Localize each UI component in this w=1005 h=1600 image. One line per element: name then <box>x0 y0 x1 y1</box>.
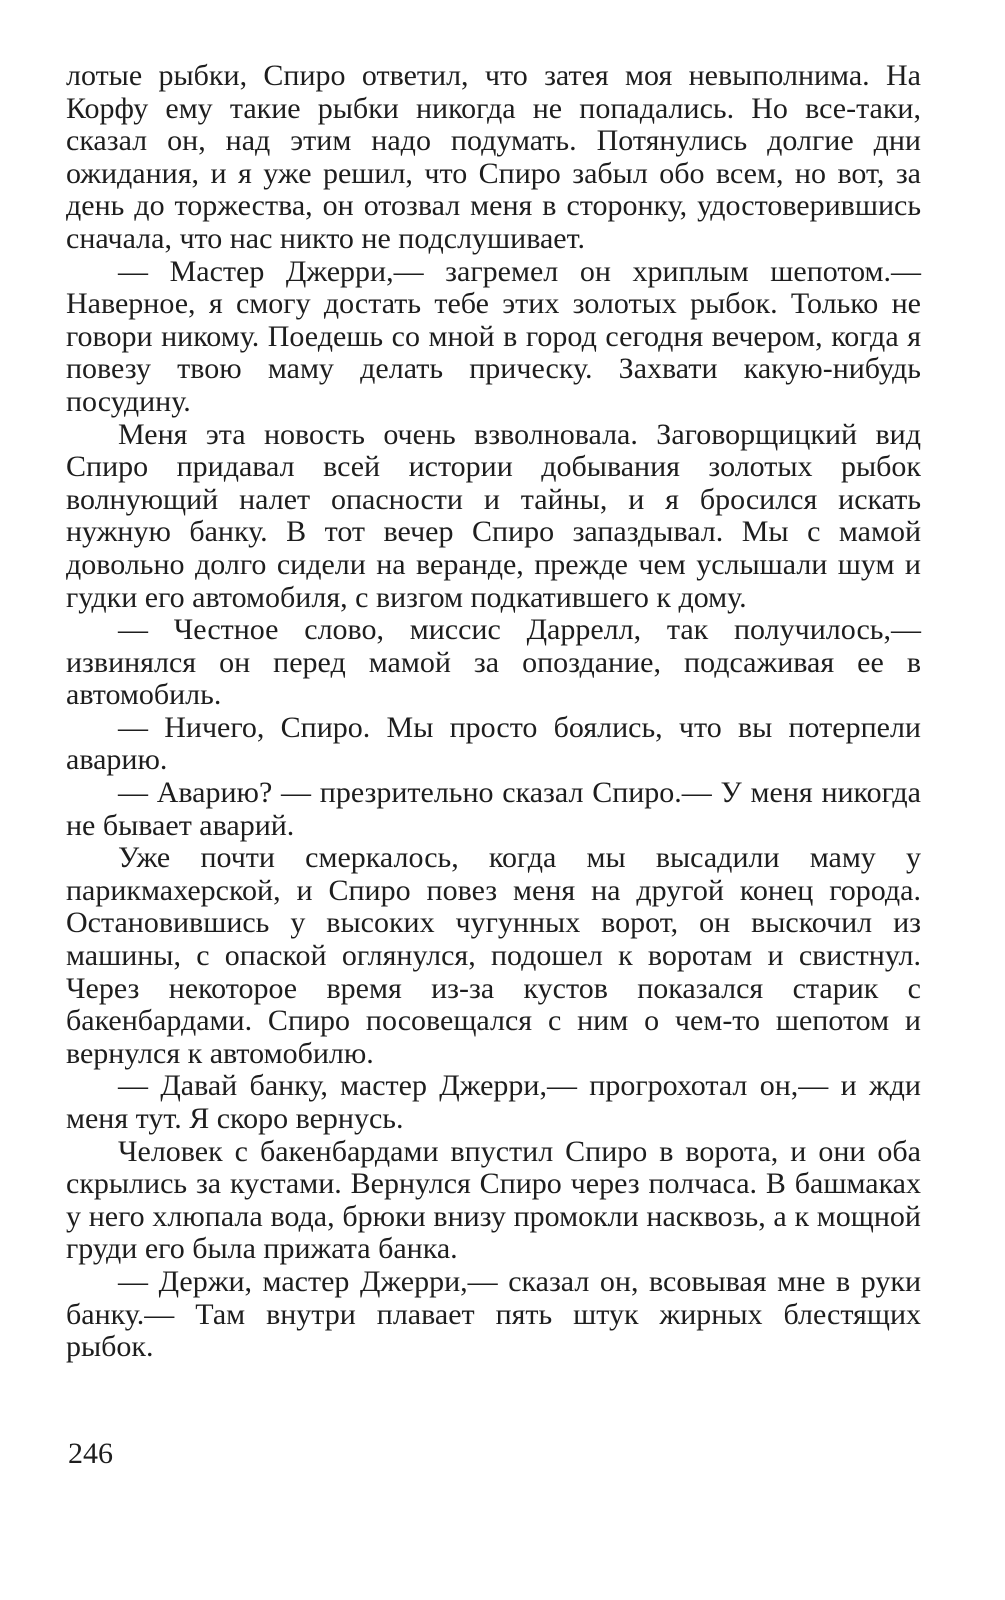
paragraph-8: — Давай банку, мастер Джерри,— прогрохотал он,— и жди меня тут. Я скоро вернусь. <box>66 1069 921 1135</box>
page-number: 246 <box>68 1437 113 1470</box>
paragraph-2: — Мастер Джерри,— загремел он хриплым шепотом.— Наверное, я смогу достать тебе этих золотых рыбок. Только не говори никому. Поедешь со мной в город сегодня вечером, когда я повезу твою маму делать прическу. Захвати какую-нибудь посудину. <box>66 254 921 418</box>
paragraph-5: — Ничего, Спиро. Мы просто боялись, что вы потерпели аварию. <box>66 710 921 777</box>
paragraph-4: — Честное слово, миссис Даррелл, так получилось,— извинялся он перед мамой за опоздание, подсаживая ее в автомобиль. <box>66 613 921 712</box>
book-page-text <box>66 60 921 1364</box>
paragraph-1: лотые рыбки, Спиро ответил, что затея моя невыполнима. На Корфу ему такие рыбки никогда не попадались. Но все-таки, сказал он, над этим надо подумать. Потянулись долгие дни ожидания, и я уже решил, что Спиро забыл обо всем, но вот, за день до торжества, он отозвал меня в сторонку, удостоверившись сначала, что нас никто не подслушивает. <box>66 59 921 255</box>
paragraph-6: — Аварию? — презрительно сказал Спиро.— У меня никогда не бывает аварий. <box>66 776 921 842</box>
paragraph-7: Уже почти смеркалось, когда мы высадили маму у парикмахерской, и Спиро повез меня на другой конец города. Остановившись у высоких чугунных ворот, он выскочил из машины, с опаской оглянулся, подошел к воротам и свистнул. Через некоторое время из-за кустов показался старик с бакенбардами. Спиро посовещался с ним о чем-то шепотом и вернулся к автомобилю. <box>66 841 921 1070</box>
paragraph-9: Человек с бакенбардами впустил Спиро в ворота, и они оба скрылись за кустами. Вернулся Спиро через полчаса. В башмаках у него хлюпала вода, брюки внизу промокли насквозь, а к мощной груди его была прижата банка. <box>66 1134 921 1266</box>
paragraph-3: Меня эта новость очень взволновала. Заговорщицкий вид Спиро придавал всей истории добывания золотых рыбок волнующий налет опасности и тайны, и я бросился искать нужную банку. В тот вечер Спиро запаздывал. Мы с мамой довольно долго сидели на веранде, прежде чем услышали шум и гудки его автомобиля, с визгом подкатившего к дому. <box>66 417 921 614</box>
paragraph-10: — Держи, мастер Джерри,— сказал он, всовывая мне в руки банку.— Там внутри плавает пять штук жирных блестящих рыбок. <box>66 1264 921 1364</box>
